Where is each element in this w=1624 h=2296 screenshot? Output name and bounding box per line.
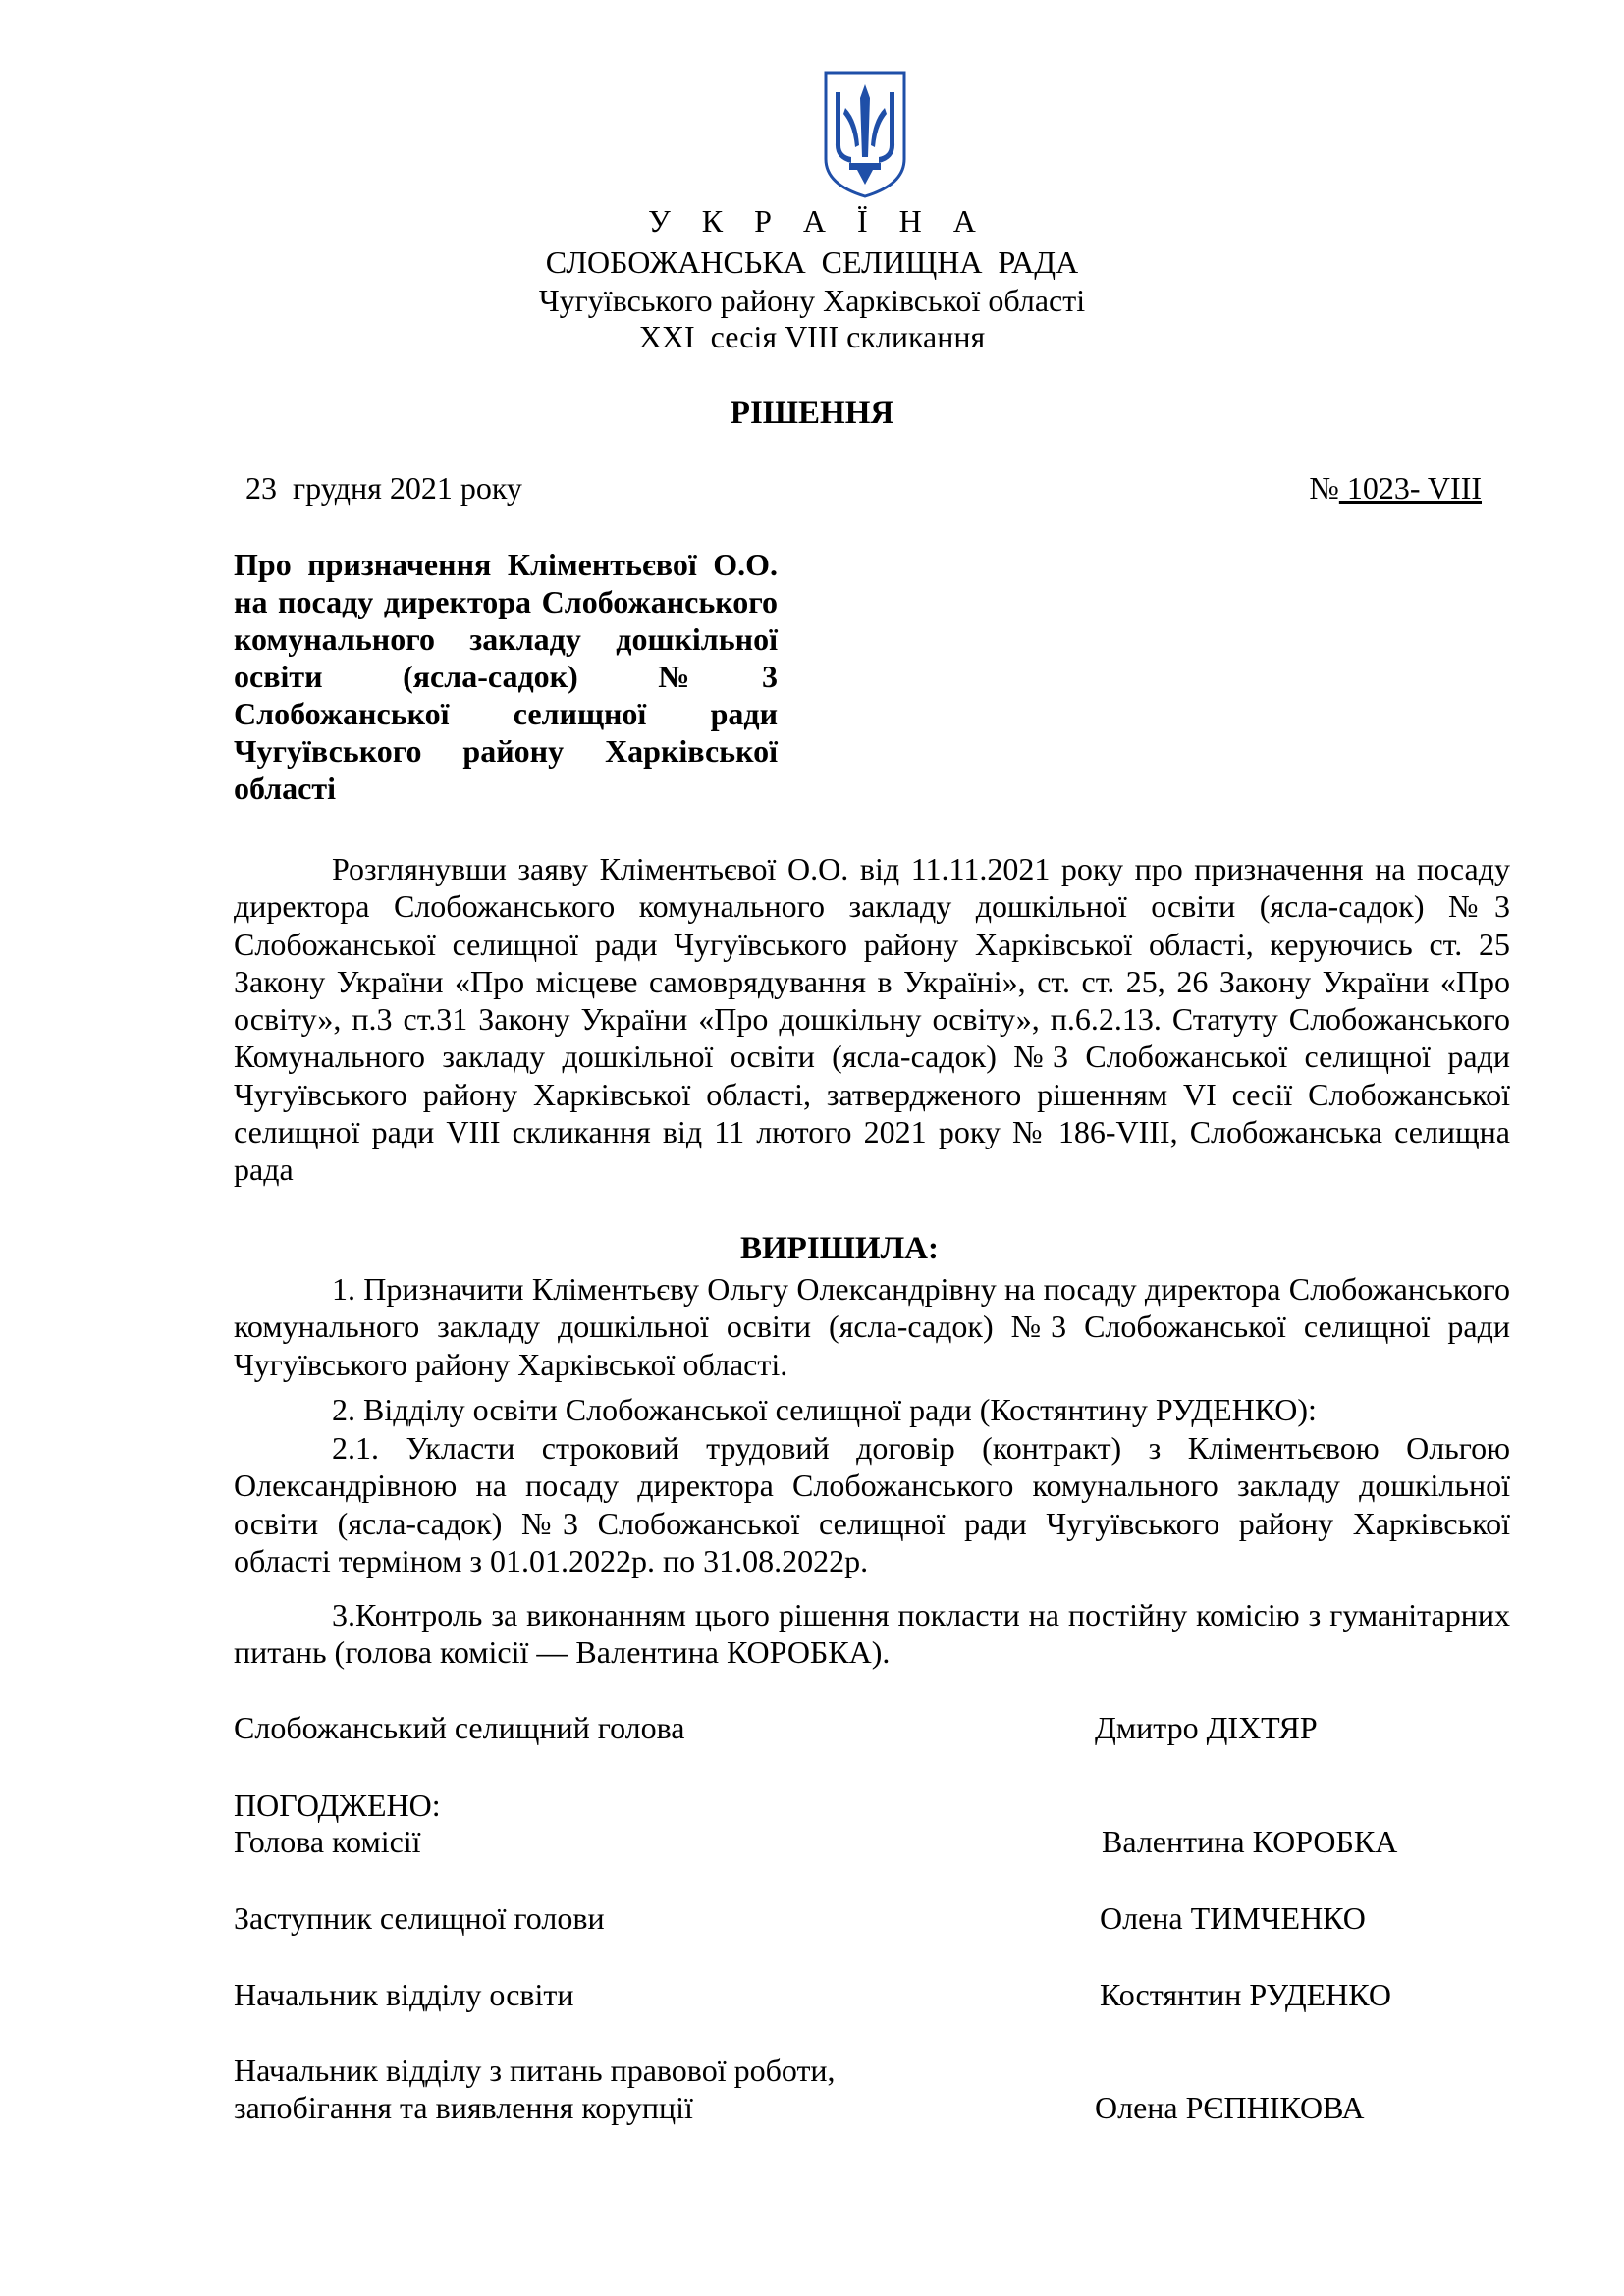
decision-item-3: 3.Контроль за виконанням цього рішення покласти на постійну комісію з гуманітарних питань (голова комісії — Валентина КОРОБКА). [234,1597,1510,1671]
council-name: СЛОБОЖАНСЬКА СЕЛИЩНА РАДА [545,244,1079,280]
country-name: У К Р А Ї Н А [648,203,988,239]
education-title: Начальник відділу освіти [234,1977,574,2012]
decision-subject: Про призначення Кліментьєвої О.О. на посаду директора Слобожанського комунального закладу дошкільної освіти (ясла-садок) №3 Слобожанської селищної ради Чугуївського району Харківської області [234,547,778,806]
deputy-name: Олена ТИМЧЕНКО [1100,1900,1366,1936]
head-name: Дмитро ДІХТЯР [1095,1710,1318,1745]
legal-name: Олена РЄПНІКОВА [1095,2090,1365,2125]
considering-paragraph: Розглянувши заяву Кліментьєвої О.О. від 11.11.2021 року про призначення на посаду директора Слобожанського комунального закладу дошкільної освіти (ясла-садок) №3 Слобожанської селищної ради Чугуївського району Харківської області, керуючись ст. 25 Закону України «Про місцеве самоврядування в Україні», ст. ст. 25, 26 Закону України «Про освіту», п.3 ст.31 Закону України «Про дошкільну освіту», п.6.2.13. Статуту Слобожанського Комунального закладу дошкільної освіти (ясла-садок) №3 Слобожанської селищної ради Чугуївського району Харківської області, затвердженого рішенням VI сесії Слобожанської селищної ради VIII скликання від 11 лютого 2021 року № 186-VIII, Слобожанська селищна рада [234,851,1510,1188]
commission-name: Валентина КОРОБКА [1102,1824,1398,1859]
head-title: Слобожанський селищний голова [234,1710,685,1745]
deputy-title: Заступник селищної голови [234,1900,605,1936]
session-info: XXI сесія VIII скликання [638,319,986,354]
district-name: Чугуївського району Харківської області [538,283,1086,318]
coat-of-arms-icon [822,69,908,200]
decision-item-2: 2. Відділу освіти Слобожанської селищної ради (Костянтину РУДЕНКО): [332,1392,1317,1427]
number-value: 1023- VIII [1338,470,1482,506]
decision-item-1: 1. Призначити Кліментьєву Ольгу Олександрівну на посаду директора Слобожанського комунального закладу дошкільної освіти (ясла-садок) №3 Слобожанської селищної ради Чугуївського району Харківської області. [234,1271,1510,1382]
decision-item-2-1: 2.1. Укласти строковий трудовий договір (контракт) з Кліментьєвою Ольгою Олександрівною на посаду директора Слобожанського комунального закладу дошкільної освіти (ясла-садок) №3 Слобожанської селищної ради Чугуївського району Харківської області терміном з 01.01.2022р. по 31.08.2022р. [234,1430,1510,1578]
number-prefix: № [1309,470,1339,506]
document-title: РІШЕННЯ [730,396,894,431]
legal-title-line1: Начальник відділу з питань правової роботи, [234,2053,836,2088]
decision-number [1309,469,1482,507]
legal-title-line2: запобігання та виявлення корупції [234,2090,693,2125]
decided-heading: ВИРІШИЛА: [740,1231,939,1266]
decision-date: 23 грудня 2021 року [245,470,522,506]
commission-title: Голова комісії [234,1824,421,1859]
education-name: Костянтин РУДЕНКО [1100,1977,1391,2012]
agreed-label: ПОГОДЖЕНО: [234,1788,441,1823]
